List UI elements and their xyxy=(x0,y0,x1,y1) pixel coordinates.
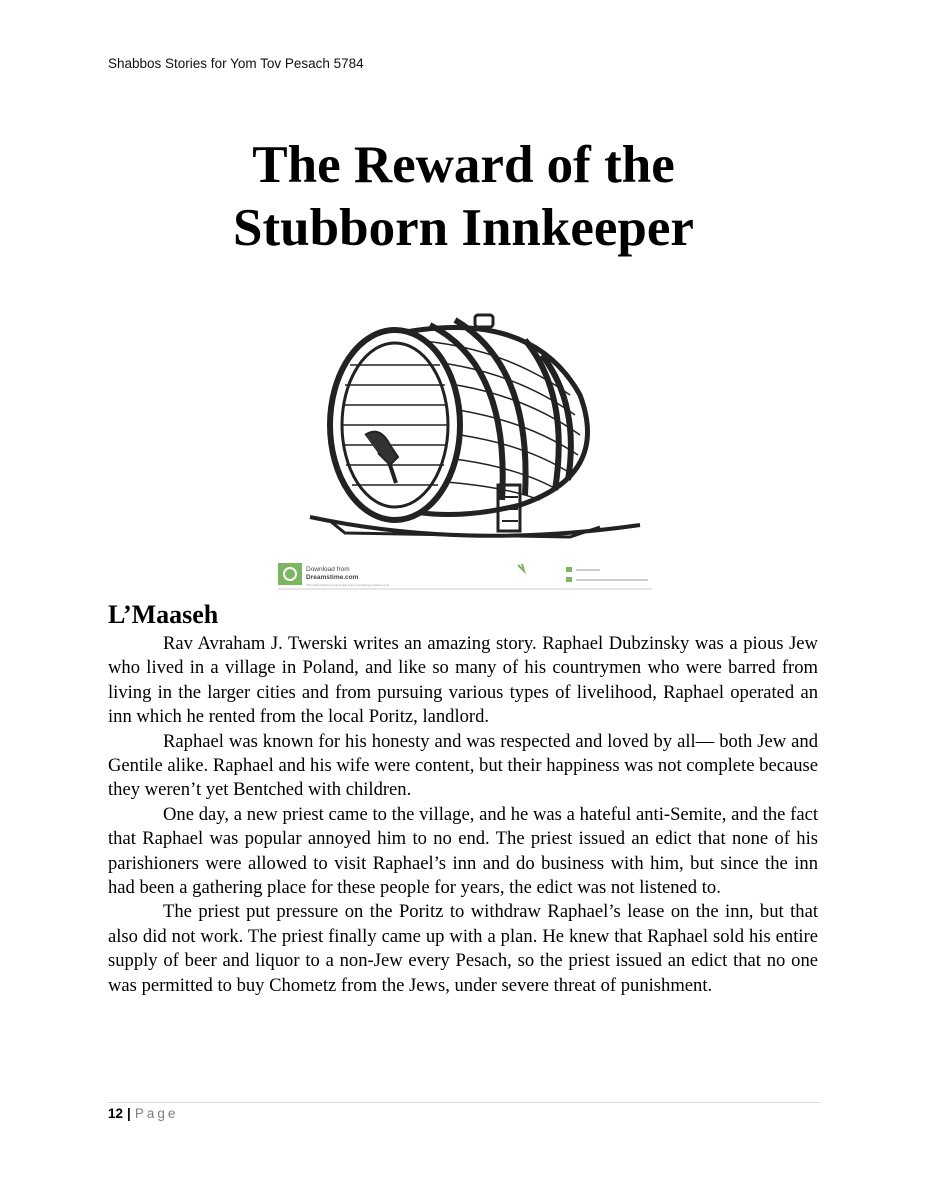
watermark-site-text: Dreamstime.com xyxy=(306,574,359,581)
watermark-download-text: Download from xyxy=(306,566,350,573)
title-line-2: Stubborn Innkeeper xyxy=(233,199,694,257)
title-line-1: The Reward of the xyxy=(252,136,675,194)
story-body xyxy=(108,632,818,998)
page-footer xyxy=(108,1106,178,1121)
running-header: Shabbos Stories for Yom Tov Pesach 5784 xyxy=(108,56,364,71)
footer-separator: | xyxy=(127,1106,131,1121)
page-number: 12 xyxy=(108,1106,124,1121)
barrel-illustration xyxy=(270,285,660,593)
paragraph-1: Rav Avraham J. Twerski writes an amazing story. Raphael Dubzinsky was a pious Jew who lived in a village in Poland, and like so many of his countrymen who were barred from living in the larger cities and from pursuing various types of livelihood, Raphael operated an inn which he rented from the local Poritz, landlord. xyxy=(108,633,818,728)
section-heading: L’Maaseh xyxy=(108,600,219,629)
paragraph-2: Raphael was known for his honesty and was respected and loved by all— both Jew and Gentile alike. Raphael and his wife were content, but their happiness was not complete because they weren’t yet Bentched with children. xyxy=(108,730,818,801)
page-title xyxy=(100,134,827,260)
footer-divider xyxy=(108,1102,820,1103)
watermark-small-text: This watermarked comp image is for previewing purposes only. xyxy=(306,583,390,587)
page-label: Page xyxy=(134,1106,179,1121)
paragraph-4: The priest put pressure on the Poritz to withdraw Raphael’s lease on the inn, but that also did not work. The priest finally came up with a plan. He knew that Raphael sold his entire supply of beer and liquor to a non-Jew every Pesach, so the priest issued an edict that no one was permitted to buy Chometz from the Jews, under severe threat of punishment. xyxy=(108,901,818,996)
paragraph-3: One day, a new priest came to the village, and he was a hateful anti-Semite, and the fact that Raphael was popular annoyed him to no end. The priest issued an edict that none of his parishioners were allowed to visit Raphael’s inn and do business with him, but since the inn had been a gathering place for these people for years, the edict was not listened to. xyxy=(108,803,818,899)
